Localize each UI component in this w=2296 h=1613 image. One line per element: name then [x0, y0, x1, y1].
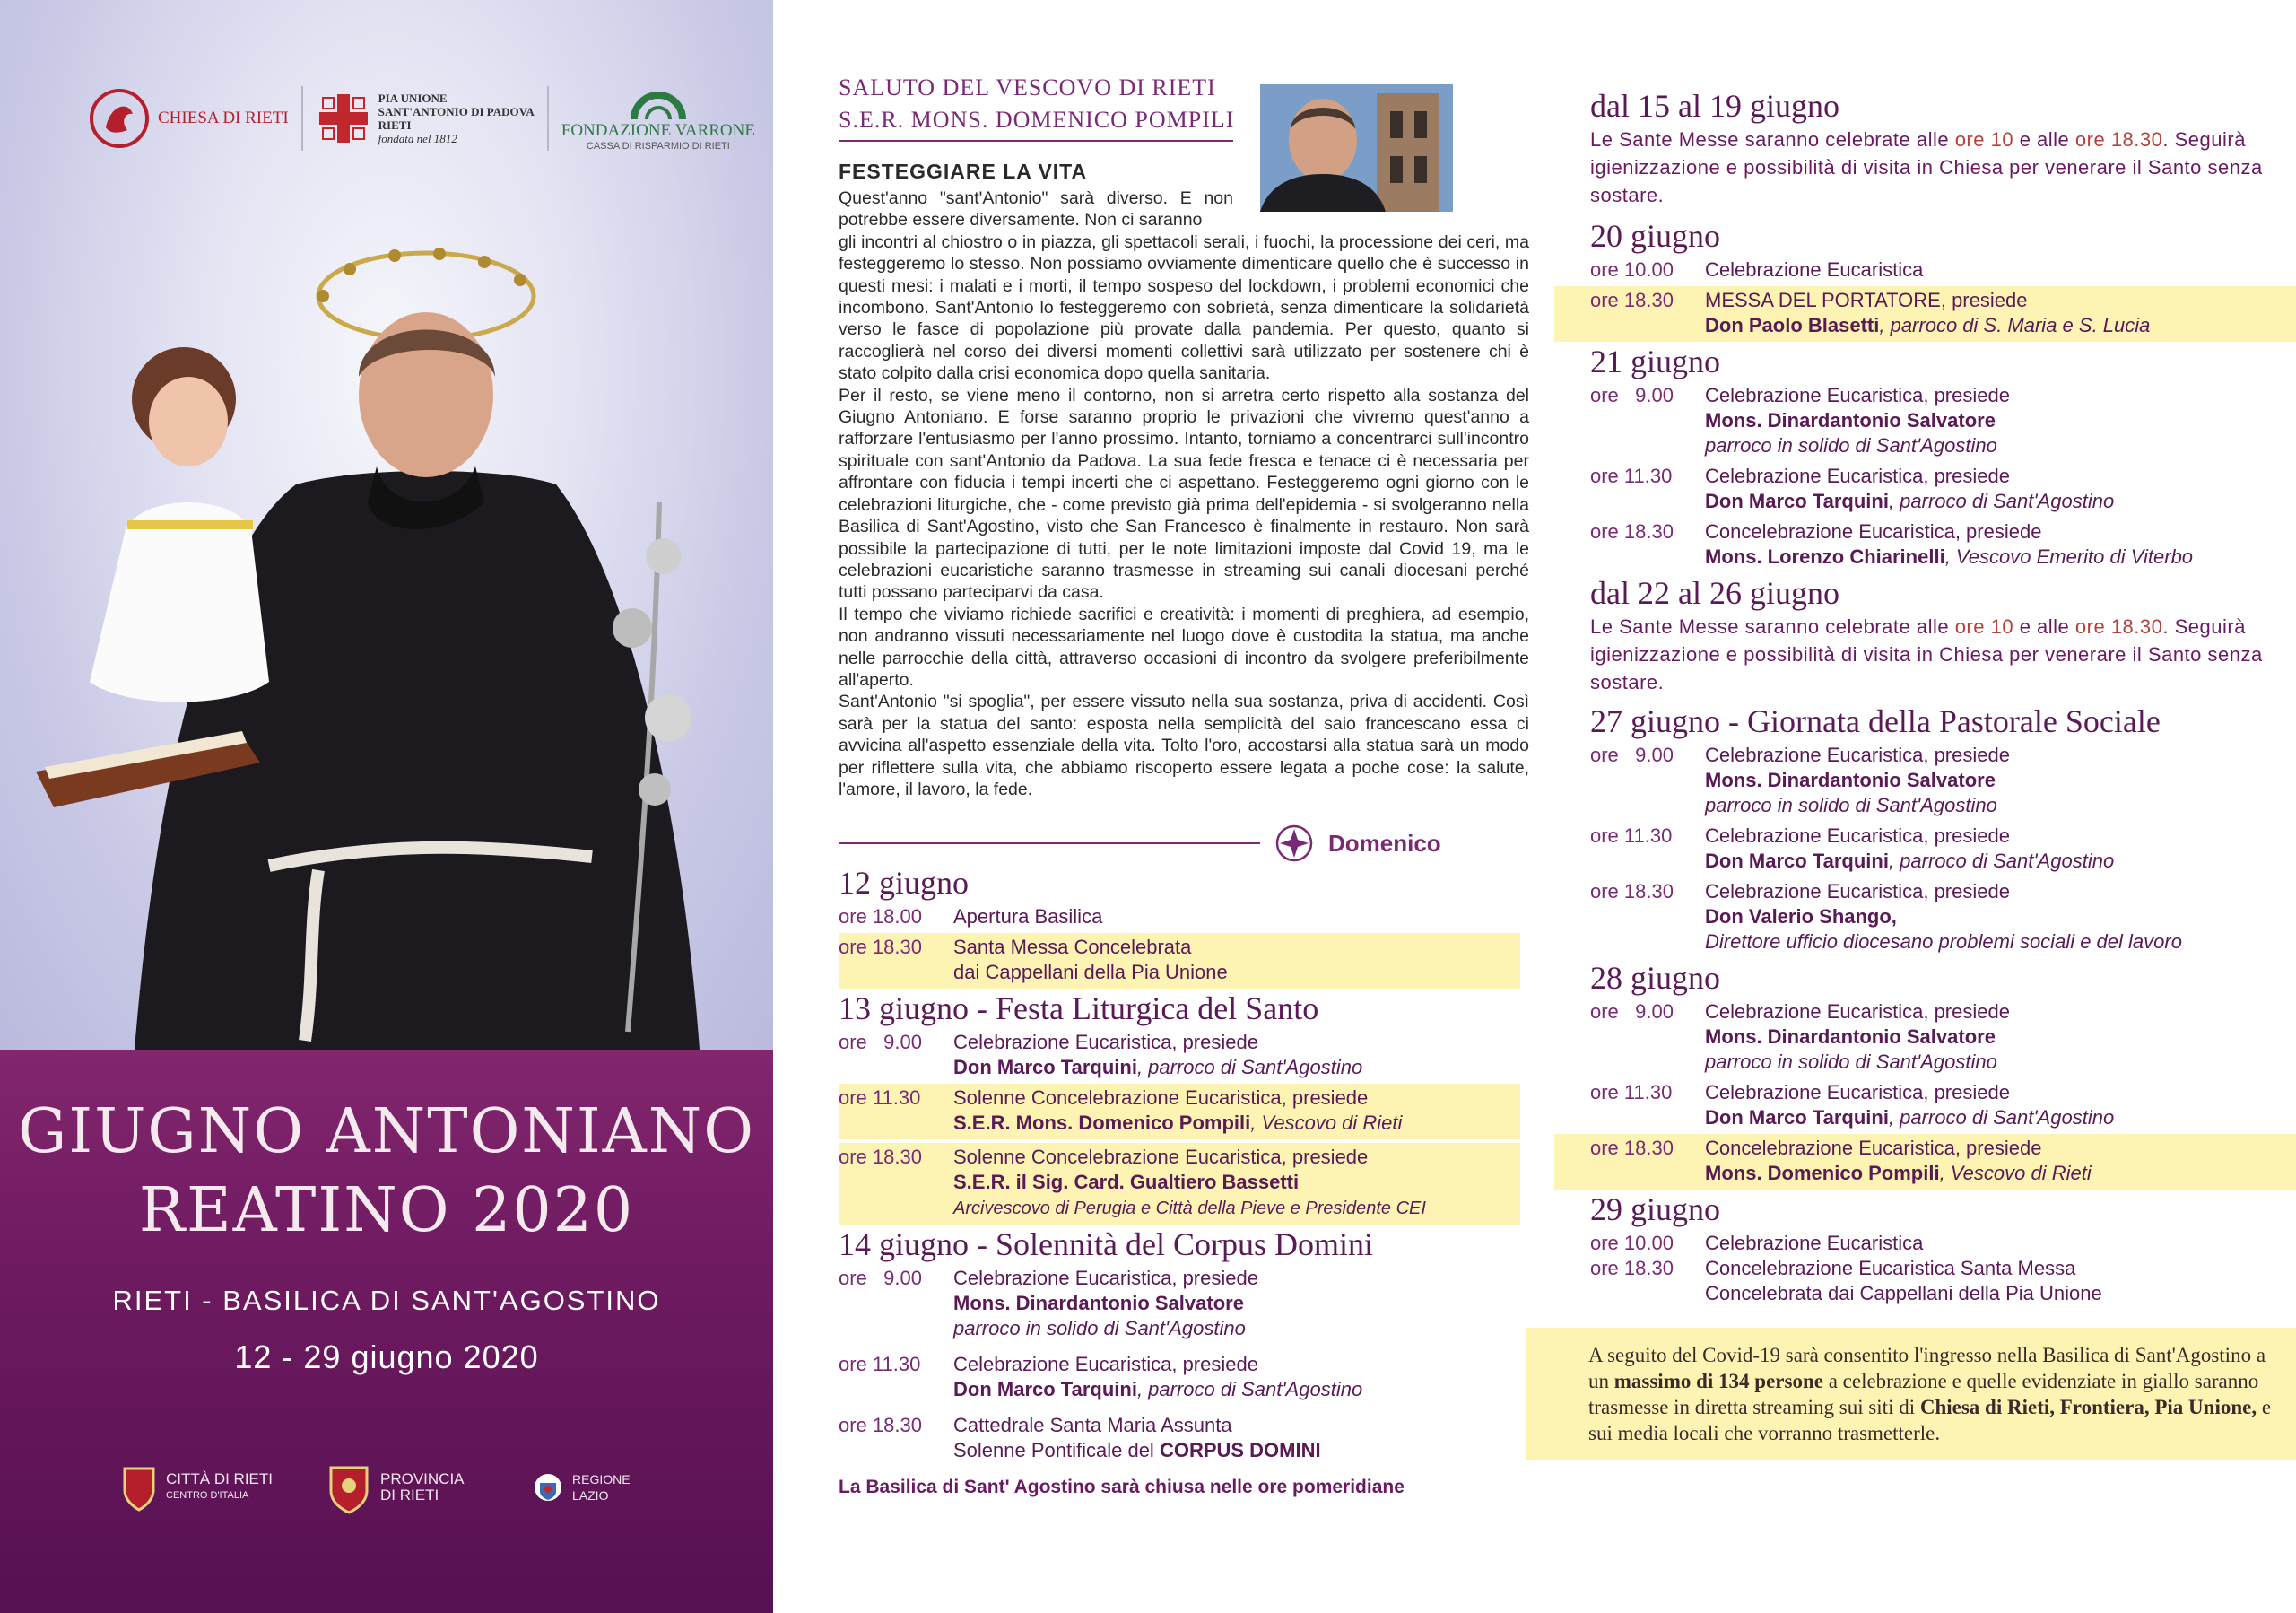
entry-time: ore 10.00 [1590, 1232, 1674, 1254]
note-hour: ore 18.30 [2074, 615, 2163, 638]
pia-line-3: RIETI [378, 118, 412, 132]
note-hour: ore 10 [1954, 615, 2014, 638]
schedule-entry [1590, 1078, 2296, 1134]
celebrant-role: parroco in solido di Sant'Agostino [1705, 1051, 1997, 1073]
letter-heading-1: SALUTO DEL VESCOVO DI RIETI [839, 74, 1216, 100]
entry-desc: Celebrazione Eucaristica, presiede [953, 1031, 1258, 1054]
letter-paragraph: gli incontri al chiostro o in piazza, gli spettacoli serali, i fuochi, la processione dei ceri, ma festeggeremo lo stesso. Non possiamo ovviamente dimenticare quello che è successo in questi mesi: i malati e i morti, il tempo sospeso del lockdown, i problemi economici che incombono. Sant'Antonio lo festeggeremo con sobrietà, senza dimenticare la solidarietà verso le fasce di popolazione più provate dalla pandemia. Per questo, quanto si raccoglierà nel corso dei diversi momenti collettivi sarà utilizzato per sostenere chi è stato colpito dalla crisi economica dopo quella sanitaria. [839, 231, 1529, 384]
schedule-entry [1590, 381, 2296, 462]
schedule-right-column [1590, 86, 2296, 1460]
note-text: e alle [2013, 128, 2075, 151]
celebrant-name: S.E.R. il Sig. Card. Gualtiero Bassetti [953, 1171, 1300, 1194]
celebrant-name: S.E.R. Mons. Domenico Pompili [953, 1112, 1251, 1135]
celebrant-name: Mons. Dinardantonio Salvatore [1705, 769, 1996, 791]
celebrant-name: Mons. Lorenzo Chiarinelli [1705, 545, 1945, 568]
day-heading: dal 22 al 26 giugno [1590, 575, 1839, 611]
note-hour: ore 18.30 [2074, 128, 2163, 151]
letter-title: FESTEGGIARE LA VITA [839, 160, 1088, 183]
entry-time: ore 18.30 [839, 1414, 922, 1437]
letter-body [839, 187, 1529, 800]
bishop-portrait-photo [1260, 84, 1453, 212]
entry-desc: Concelebrazione Eucaristica, presiede [1705, 1137, 2042, 1159]
entry-desc: Celebrazione Eucaristica, presiede [1705, 1081, 2010, 1103]
celebrant-name: Mons. Domenico Pompili [1705, 1162, 1940, 1184]
schedule-entry [1590, 741, 2296, 822]
schedule-entry-streamed [839, 1084, 1520, 1139]
title-line-1: GIUGNO ANTONIANO [17, 1096, 756, 1167]
schedule-entry-streamed [1554, 1134, 2296, 1190]
celebrant-name: Don Marco Tarquini [953, 1378, 1137, 1401]
schedule-entry [839, 902, 1529, 933]
celebrant-role: parroco in solido di Sant'Agostino [953, 1317, 1246, 1340]
entry-time: ore 11.30 [1590, 465, 1673, 487]
entry-time: ore 18.30 [1590, 880, 1674, 902]
day-heading: 28 giugno [1590, 960, 1721, 996]
covid-channels: Chiesa di Rieti, Frontiera, Pia Unione, [1919, 1396, 2257, 1418]
entry-desc: Celebrazione Eucaristica, presiede [1705, 880, 2010, 902]
pia-line-1: PIA UNIONE [378, 92, 448, 105]
celebrant-name: Don Marco Tarquini [1705, 850, 1889, 872]
celebrant-name: Don Valerio Shango, [1705, 905, 1897, 928]
covid-text: A seguito del Covid-19 sarà consentito l'ingresso nella Basilica di Sant'Agostino a un [1588, 1344, 2266, 1392]
schedule-entry-streamed [1554, 286, 2296, 342]
schedule-entry [1590, 462, 2296, 518]
schedule-entry-streamed [839, 933, 1520, 989]
day-heading: 21 giugno [1590, 344, 1721, 379]
day-heading: 27 giugno - Giornata della Pastorale Sociale [1590, 703, 2161, 739]
entry-highlight: CORPUS DOMINI [1159, 1439, 1321, 1462]
entry-desc: MESSA DEL PORTATORE, presiede [1705, 289, 2028, 311]
letter-heading-2: S.E.R. MONS. DOMENICO POMPILI [839, 107, 1235, 133]
note-text: e alle [2013, 615, 2075, 638]
entry-time: ore 9.00 [1590, 384, 1674, 406]
note-text: . Seguirà igienizzazione e possibilità di visita in Chiesa per venerare il Santo senza sostare. [1590, 128, 2263, 206]
entry-time: ore 9.00 [1590, 744, 1674, 766]
pia-line-2: SANT'ANTONIO DI PADOVA [378, 105, 535, 118]
entry-desc: Celebrazione Eucaristica, presiede [1705, 384, 2010, 406]
celebrant-role: parroco in solido di Sant'Agostino [1705, 434, 1997, 457]
entry-desc: Celebrazione Eucaristica, presiede [1705, 744, 2010, 766]
entry-desc: Cattedrale Santa Maria Assunta [953, 1414, 1232, 1437]
entry-time: ore 18.30 [1590, 1257, 1674, 1279]
celebrant-role: , Vescovo di Rieti [1250, 1112, 1403, 1135]
celebrant-role: Direttore ufficio diocesano problemi sociali e del lavoro [1705, 930, 2182, 953]
event-venue: RIETI - BASILICA DI SANT'AGOSTINO [112, 1285, 661, 1316]
celebrant-role: parroco in solido di Sant'Agostino [1705, 794, 1997, 816]
letter-paragraph: Sant'Antonio "si spoglia", per essere vissuto nella sua sostanza, priva di accidenti. Così sarà per la statua del santo: esposta nella semplicità del saio francescano essa ci avvicina all'aspetto essenziale della vita. Tolto l'oro, accostarsi alla statua sarà un modo per riflettere sulla vita, che abbiamo riscoperto essere legata a poche cose: la salute, l'amore, il lavoro, la fede. [839, 692, 1529, 799]
note-text: . Seguirà igienizzazione e possibilità di visita in Chiesa per venerare il Santo senza sostare. [1590, 615, 2263, 693]
regione-emblem-icon [533, 1472, 563, 1503]
entry-time: ore 18.30 [1590, 520, 1674, 543]
entry-desc: Solenne Concelebrazione Eucaristica, presiede [953, 1086, 1369, 1110]
entry-time: ore 11.30 [1590, 1081, 1673, 1103]
schedule-entry [839, 1028, 1529, 1084]
celebrant-role: , Vescovo di Rieti [1939, 1162, 2092, 1184]
entry-desc: Celebrazione Eucaristica, presiede [1705, 824, 2010, 847]
entry-desc: Concelebrazione Eucaristica Santa Messa [1705, 1257, 2076, 1279]
schedule-entry [1590, 518, 2296, 573]
note-hour: ore 10 [1954, 128, 2014, 151]
day-heading: 12 giugno [839, 865, 970, 902]
entry-time: ore 9.00 [1590, 1000, 1674, 1023]
entry-desc: Solenne Pontificale del [953, 1439, 1160, 1462]
schedule-entry [839, 1350, 1529, 1406]
entry-time: ore 10.00 [1590, 258, 1674, 281]
event-dates: 12 - 29 giugno 2020 [234, 1338, 539, 1375]
cover-panel [0, 0, 773, 1613]
covid-notice [1526, 1328, 2296, 1460]
signature-name: Domenico [1328, 829, 1441, 857]
day-heading: dal 15 al 19 giugno [1590, 88, 1839, 124]
closure-note: La Basilica di Sant' Agostino sarà chiusa nelle ore pomeridiane [839, 1477, 1405, 1498]
citta-text: CITTÀ DI RIETI [166, 1470, 273, 1487]
celebrant-name: Mons. Dinardantonio Salvatore [1705, 409, 1996, 432]
schedule-entry [839, 1411, 1529, 1467]
day-heading: 20 giugno [1590, 218, 1721, 254]
varrone-subtext: CASSA DI RISPARMIO DI RIETI [586, 141, 730, 152]
entry-time: ore 11.30 [839, 1353, 921, 1376]
citta-di-rieti-logo [121, 1463, 273, 1512]
schedule-entry [1590, 822, 2296, 877]
schedule-entry [1590, 256, 2296, 286]
statue-illustration [0, 0, 773, 1050]
entry-time: ore 11.30 [839, 1086, 921, 1110]
entry-desc: Celebrazione Eucaristica, presiede [953, 1267, 1258, 1290]
schedule-entry-streamed [839, 1143, 1520, 1225]
celebrant-name: Don Marco Tarquini [1705, 490, 1889, 512]
celebrant-role: , parroco di Sant'Agostino [1888, 850, 2115, 872]
day-heading: 13 giugno - Festa Liturgica del Santo [839, 990, 1319, 1027]
note-text: Le Sante Messe saranno celebrate alle [1590, 615, 1955, 638]
entry-desc: Concelebrata dai Cappellani della Pia Unione [1705, 1282, 2102, 1304]
provincia-di-rieti-logo [326, 1460, 479, 1514]
heading-rule [839, 140, 1233, 142]
mass-note [1590, 613, 2296, 696]
covid-text: e sui media locali che vorranno trasmetterle. [1588, 1396, 2272, 1444]
celebrant-role: , parroco di Sant'Agostino [1888, 1106, 2115, 1129]
celebrant-name: Don Marco Tarquini [1705, 1106, 1889, 1129]
signature-line [839, 842, 1260, 844]
pia-line-4: fondata nel 1812 [378, 132, 457, 145]
celebrant-role: , parroco di Sant'Agostino [1888, 490, 2115, 512]
chiesa-logo-text: CHIESA DI RIETI [158, 109, 289, 127]
bishop-letter-column [839, 72, 1529, 1501]
entry-time: ore 9.00 [839, 1031, 922, 1054]
entry-time: ore 9.00 [839, 1267, 922, 1290]
covid-capacity: massimo di 134 persone [1613, 1370, 1823, 1392]
signature-row [839, 824, 1529, 863]
entry-desc: Solenne Concelebrazione Eucaristica, presiede [953, 1146, 1369, 1169]
provincia-text: PROVINCIA DI RIETI [380, 1470, 464, 1504]
celebrant-name: Don Paolo Blasetti [1705, 314, 1880, 336]
shield-icon [121, 1463, 157, 1512]
saint-statue-photo [0, 0, 773, 1050]
entry-time: ore 18.30 [839, 1146, 922, 1169]
regione-text: REGIONE LAZIO [572, 1472, 631, 1503]
entry-time: ore 11.30 [1590, 824, 1673, 847]
schedule-entry [1590, 1229, 2296, 1310]
event-title [0, 1093, 773, 1251]
schedule-entry [839, 1264, 1529, 1345]
entry-time: ore 18.30 [839, 936, 922, 959]
entry-desc: Celebrazione Eucaristica [1705, 258, 1924, 281]
celebrant-role: Arcivescovo di Perugia e Città della Pieve e Presidente CEI [953, 1199, 1426, 1219]
entry-desc: Apertura Basilica [953, 905, 1103, 929]
entry-desc: Santa Messa Concelebrata [953, 936, 1192, 959]
mass-note [1590, 126, 2296, 209]
letter-paragraph: Quest'anno "sant'Antonio" sarà diverso. E non potrebbe essere diversamente. Non ci saranno [839, 188, 1233, 231]
celebrant-role: , parroco di S. Maria e S. Lucia [1879, 314, 2151, 336]
regione-lazio-logo [533, 1471, 635, 1504]
entry-desc: dai Cappellani della Pia Unione [953, 961, 1228, 984]
entry-time: ore 18.30 [1590, 289, 1674, 311]
schedule-entry [1590, 877, 2296, 958]
entry-time: ore 18.30 [1590, 1137, 1674, 1159]
celebrant-role: , Vescovo Emerito di Viterbo [1944, 545, 2194, 568]
entry-desc: Celebrazione Eucaristica, presiede [1705, 1000, 2010, 1023]
letter-paragraph: Per il resto, se viene meno il contorno, non si arretra certo rispetto alla sostanza del Giugno Antoniano. E forse saranno proprio le privazioni che vivremo quest'anno a rafforzare l'entusiasmo per l'anno prossimo. Intanto, torniamo a concentrarci sull'incontro spirituale con sant'Antonio da Padova. La sua fede fresca e tenace ci è necessaria per affrontare con fiducia i tempi incerti che ci aspettano. Festeggeremo ogni giorno con le celebrazioni liturgiche, che - come previsto già prima dell'epidemia - si svolgeranno nella Basilica di Sant'Agostino, visto che San Francesco è finalmente in restauro. Non sarà possibile la partecipazione di tutti, per le note limitazioni imposte dal Covid 19, ma le celebrazioni eucaristiche saranno trasmesse in streaming sui canali diocesani perché tutti possano parteciparvi da casa. [839, 385, 1529, 603]
celebrant-role: , parroco di Sant'Agostino [1136, 1056, 1363, 1079]
note-text: Le Sante Messe saranno celebrate alle [1590, 128, 1955, 151]
covid-text: a celebrazione e quelle evidenziate in giallo saranno trasmesse in diretta streaming sui siti di [1588, 1370, 2259, 1418]
title-line-2: REATINO 2020 [138, 1175, 635, 1246]
crest-icon [326, 1460, 371, 1514]
letter-paragraph: Il tempo che viviamo richiede sacrifici e creatività: i momenti di preghiera, ad esempio, non andranno vissuti necessariamente nel luogo dove è custodita la statua, ma anche nelle parrocchie della città, attraverso occasioni di incontro da svolgere preferibilmente all'aperto. [839, 604, 1529, 690]
cross-icon [1274, 824, 1314, 863]
celebrant-name: Mons. Dinardantonio Salvatore [1705, 1025, 1996, 1048]
entry-desc: Celebrazione Eucaristica, presiede [1705, 465, 2010, 487]
day-heading: 29 giugno [1590, 1191, 1721, 1227]
varrone-text: FONDAZIONE VARRONE [561, 121, 755, 140]
celebrant-name: Don Marco Tarquini [953, 1056, 1137, 1079]
entry-desc: Concelebrazione Eucaristica, presiede [1705, 520, 2042, 543]
celebrant-role: , parroco di Sant'Agostino [1136, 1378, 1363, 1401]
schedule-entry [1590, 998, 2296, 1078]
entry-desc: Celebrazione Eucaristica, presiede [953, 1353, 1258, 1376]
day-heading: 14 giugno - Solennità del Corpus Domini [839, 1226, 1373, 1263]
celebrant-name: Mons. Dinardantonio Salvatore [953, 1292, 1244, 1315]
entry-desc: Celebrazione Eucaristica [1705, 1232, 1924, 1254]
citta-subtext: CENTRO D'ITALIA [166, 1490, 249, 1501]
entry-time: ore 18.00 [839, 905, 922, 929]
institution-logos [121, 1460, 635, 1514]
